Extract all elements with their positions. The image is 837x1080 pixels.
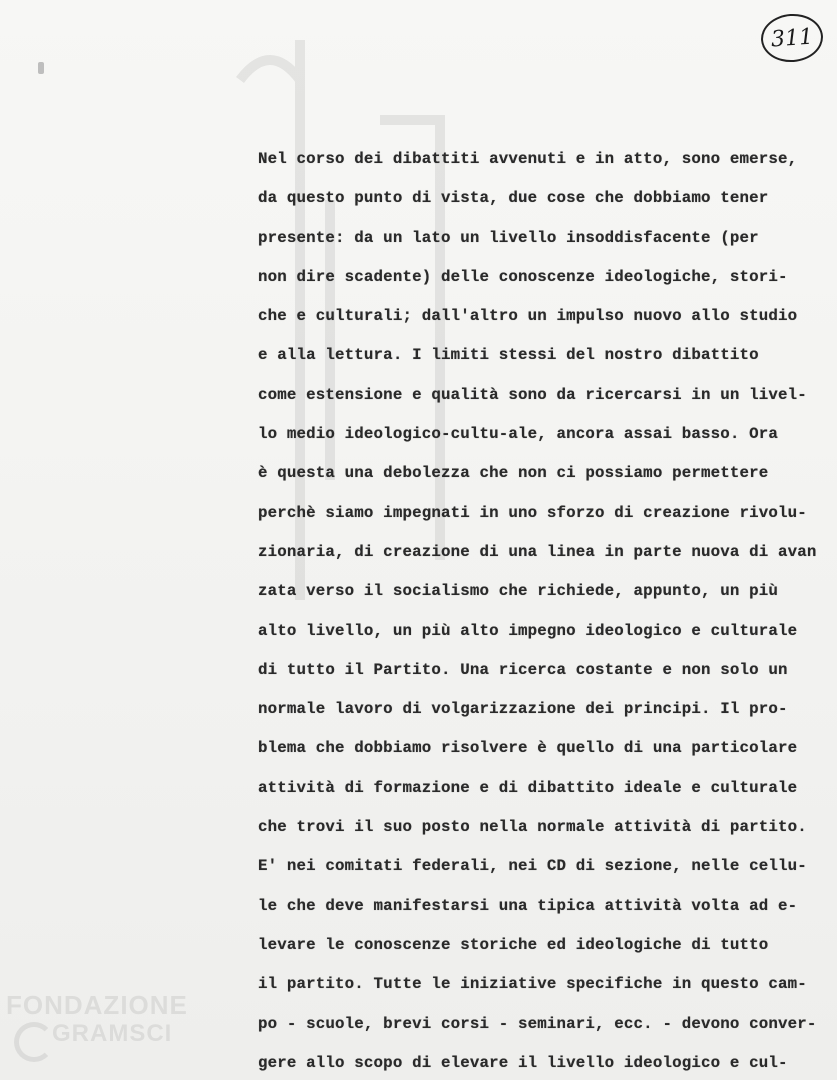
text-line: po - scuole, brevi corsi - seminari, ecc. - devono conver- (258, 1014, 817, 1033)
text-line: che e culturali; dall'altro un impulso nuovo allo studio (258, 307, 798, 326)
page-number-stamp (759, 12, 824, 64)
text-line: zionaria, di creazione di una linea in parte nuova di avan (258, 542, 817, 561)
page-number: 311 (770, 24, 814, 52)
text-line: gere allo scopo di elevare il livello ideologico e cul- (258, 1053, 788, 1072)
text-line: da questo punto di vista, due cose che dobbiamo tener (258, 189, 769, 208)
text-line: presente: da un lato un livello insoddisfacente (per (258, 228, 759, 247)
text-line: di tutto il Partito. Una ricerca costante e non solo un (258, 660, 788, 679)
archive-watermark (6, 990, 206, 1070)
text-line: zata verso il socialismo che richiede, appunto, un più (258, 582, 779, 601)
text-line: che trovi il suo posto nella normale attività di partito. (258, 818, 807, 837)
text-line: normale lavoro di volgarizzazione dei principi. Il pro- (258, 700, 788, 719)
text-line: blema che dobbiamo risolvere è quello di una particolare (258, 739, 798, 758)
text-line: come estensione e qualità sono da ricercarsi in un livel- (258, 385, 807, 404)
typewritten-text (258, 144, 833, 1080)
text-line: E' nei comitati federali, nei CD di sezione, nelle cellu- (258, 857, 807, 876)
text-line: lo medio ideologico-cultu-ale, ancora assai basso. Ora (258, 425, 779, 444)
text-line: le che deve manifestarsi una tipica attività volta ad e- (258, 896, 798, 915)
text-line: alto livello, un più alto impegno ideologico e culturale (258, 621, 798, 640)
text-line: e alla lettura. I limiti stessi del nostro dibattito (258, 346, 759, 365)
watermark-line-2: GRAMSCI (52, 1020, 173, 1047)
text-line: Nel corso dei dibattiti avvenuti e in atto, sono emerse, (258, 150, 798, 168)
text-line: perchè siamo impegnati in uno sforzo di creazione rivolu- (258, 503, 807, 522)
text-line: levare le conoscenze storiche ed ideologiche di tutto (258, 935, 769, 954)
watermark-logo-icon (14, 1022, 54, 1062)
text-line: il partito. Tutte le iniziative specifiche in questo cam- (258, 975, 807, 994)
watermark-line-1: FONDAZIONE (6, 990, 188, 1020)
text-line: non dire scadente) delle conoscenze ideologiche, stori- (258, 267, 788, 286)
text-line: è questa una debolezza che non ci possiamo permettere (258, 464, 769, 483)
paper-speck (38, 62, 44, 74)
text-line: attività di formazione e di dibattito ideale e culturale (258, 778, 798, 797)
